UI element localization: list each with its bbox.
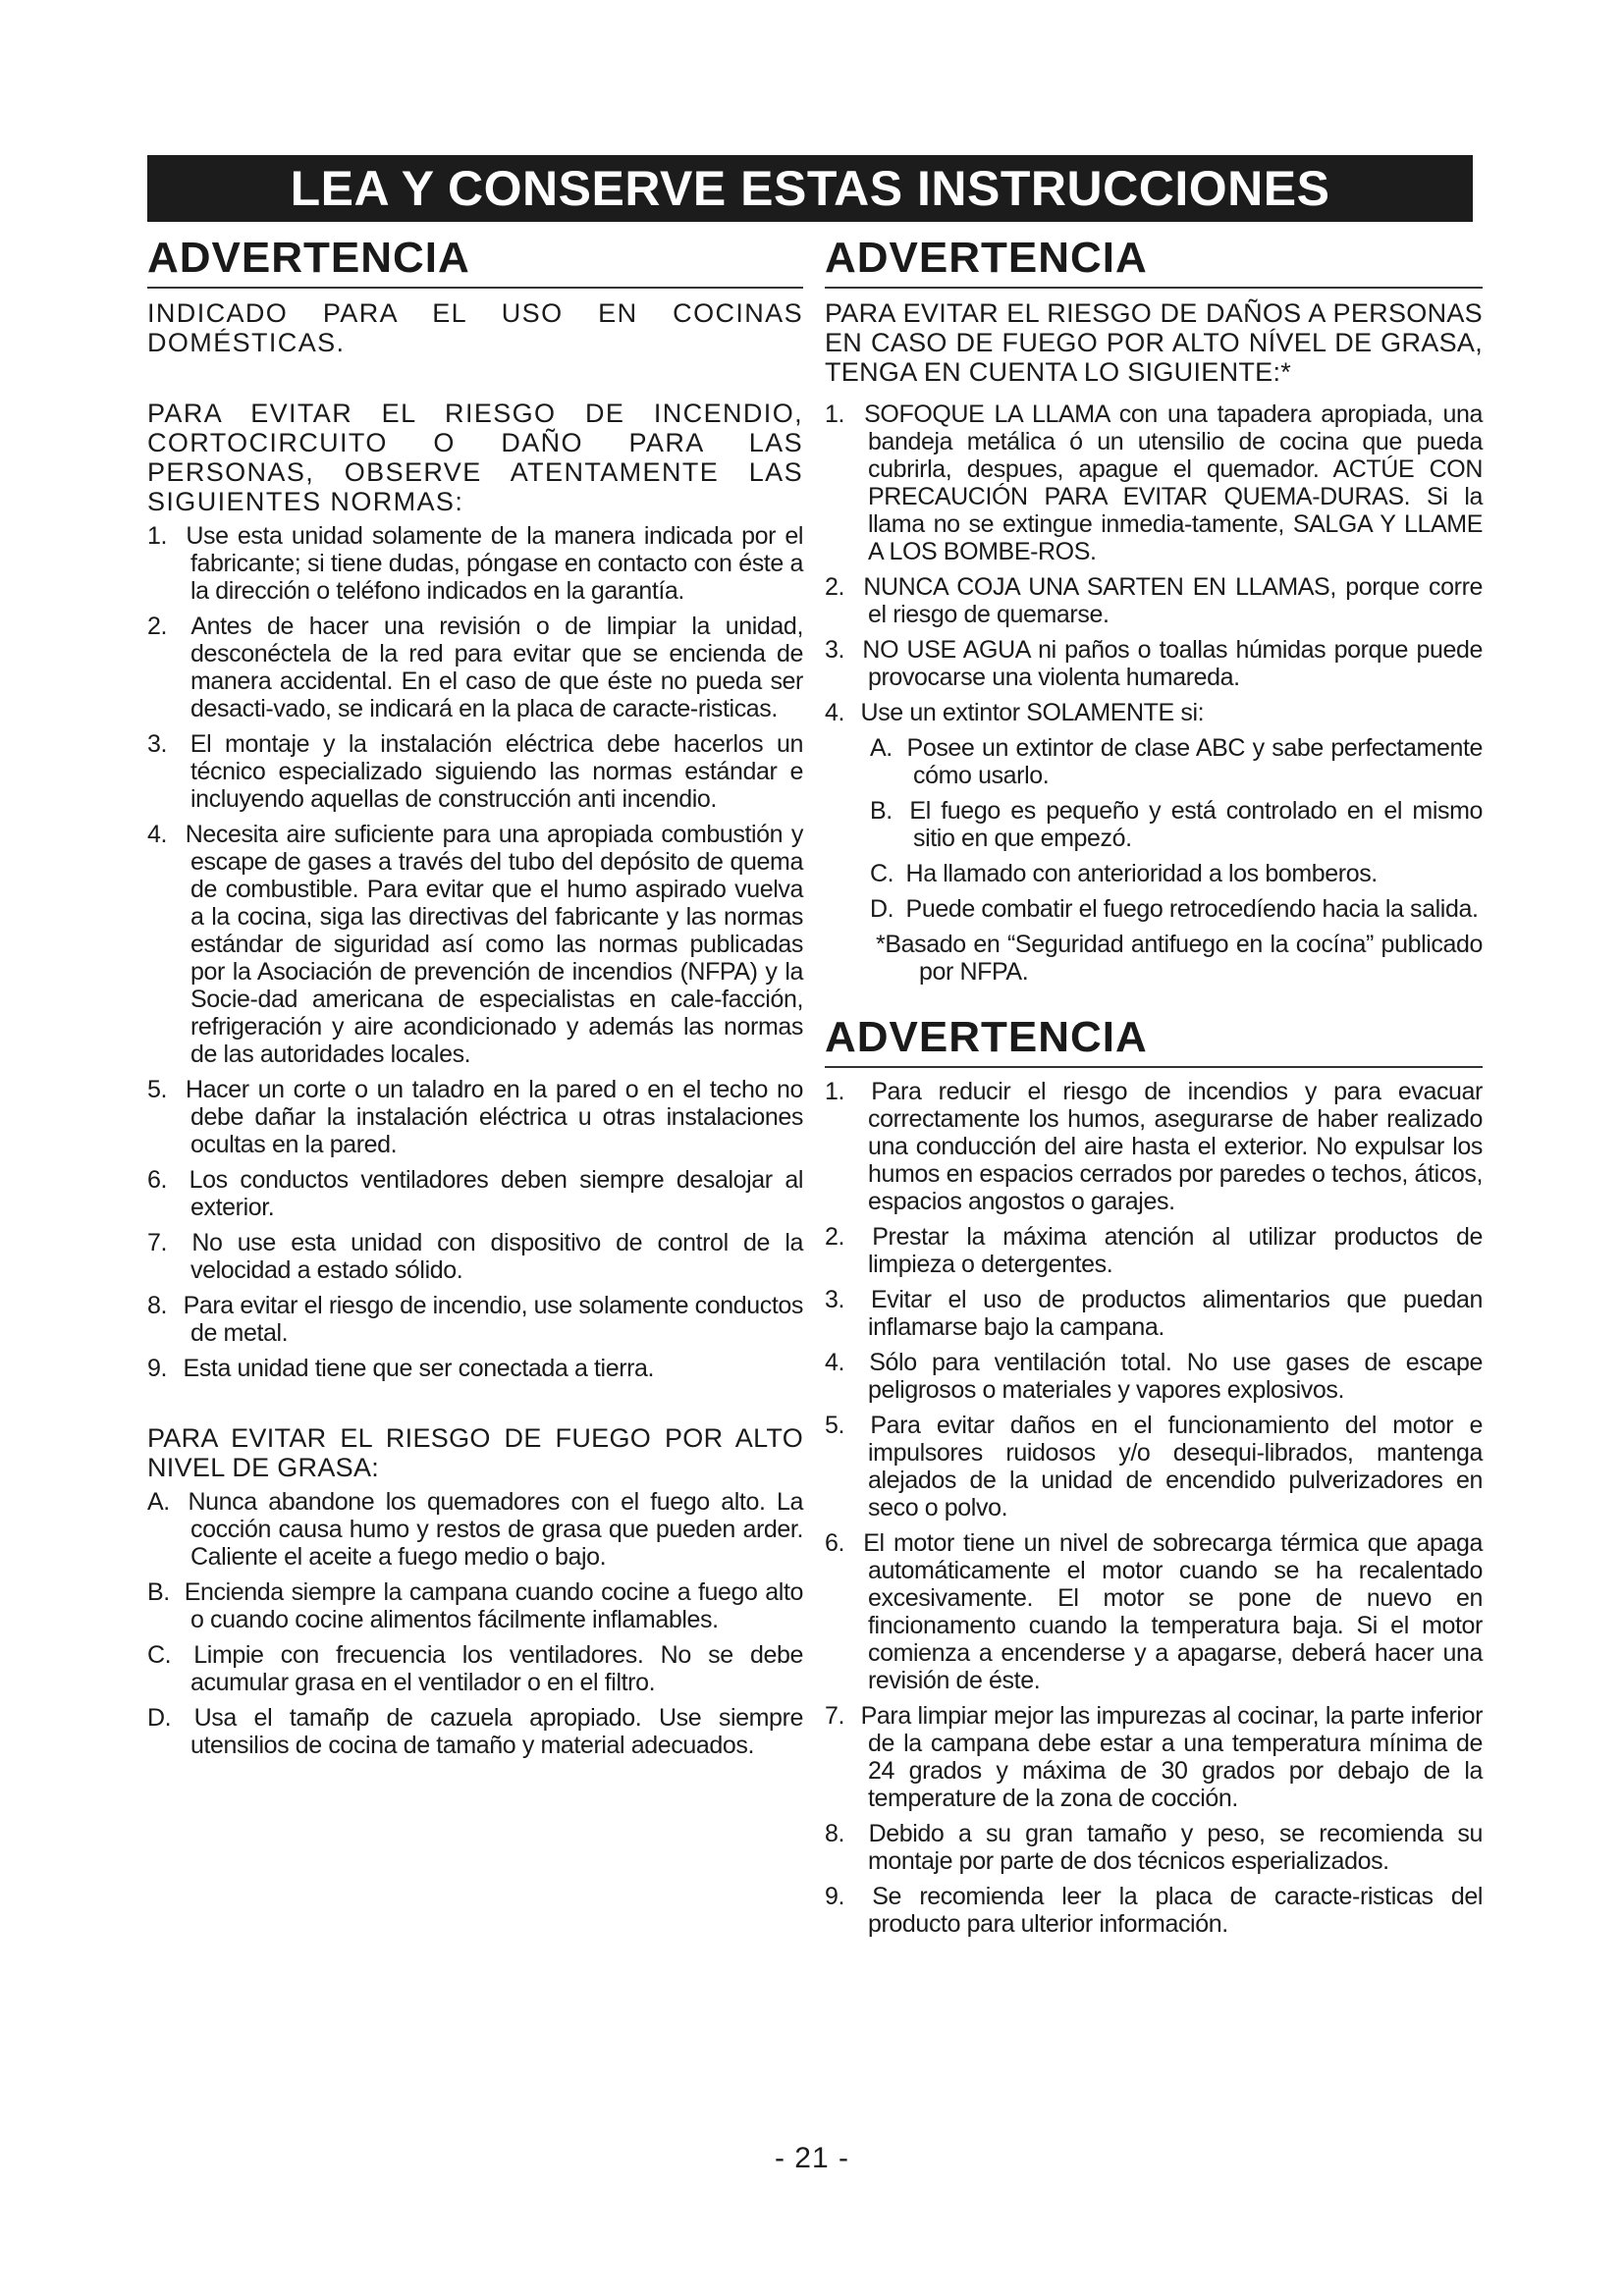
list-item: 5. Para evitar daños en el funcionamiento del motor e impulsores ruidosos y/o desequi-librados, mantenga alejados de la unidad de encendido pulverizadores en seco o polvo.	[825, 1412, 1483, 1522]
fire-risk-intro: PARA EVITAR EL RIESGO DE INCENDIO, CORTOCIRCUITO O DAÑO PARA LAS PERSONAS, OBSERVE ATENTAMENTE LAS SIGUIENTES NORMAS:	[147, 399, 803, 516]
list-item: B. El fuego es pequeño y está controlado en el mismo sitio en que empezó.	[870, 797, 1484, 852]
list-item: 8. Debido a su gran tamaño y peso, se recomienda su montaje por parte de dos técnicos esperializados.	[825, 1820, 1484, 1875]
list-item: 6. Los conductos ventiladores deben siempre desalojar al exterior.	[147, 1166, 803, 1221]
list-item: 4. Use un extintor SOLAMENTE si:	[825, 699, 1205, 726]
warning-section-grease-fire	[825, 232, 1483, 986]
list-item: C. Ha llamado con anterioridad a los bomberos.	[870, 860, 1378, 887]
list-item: 1. Para reducir el riesgo de incendios y para evacuar correctamente los humos, asegurarse de haber realizado una conducción del aire hasta el exterior. No expulsar los humos en espacios cerrados por paredes o techos, áticos, espacios angostos o garajes.	[825, 1078, 1483, 1215]
domestic-use-notice: INDICADO PARA EL USO EN COCINAS DOMÉSTICAS.	[147, 298, 803, 357]
list-item: 9. Esta unidad tiene que ser conectada a tierra.	[147, 1355, 655, 1382]
list-item: 7. Para limpiar mejor las impurezas al cocinar, la parte inferior de la campana debe estar a una temperatura mínima de 24 grados y máxima de 30 grados por debajo de la temperature de la zona de cocción.	[825, 1702, 1484, 1812]
list-item: 9. Se recomienda leer la placa de caracte-risticas del producto para ulterior información.	[825, 1883, 1483, 1938]
left-column	[147, 232, 803, 1767]
list-item: 3. NO USE AGUA ni paños o toallas húmidas porque puede provocarse una violenta humareda.	[825, 636, 1483, 691]
section-title: ADVERTENCIA	[147, 232, 803, 289]
section-title: ADVERTENCIA	[825, 232, 1483, 289]
list-item: 3. Evitar el uso de productos alimentarios que puedan inflamarse bajo la campana.	[825, 1286, 1484, 1341]
extinguisher-conditions-list	[825, 734, 1483, 986]
list-item: 3. El montaje y la instalación eléctrica debe hacerlos un técnico especializado siguiendo las normas estándar e incluyendo aquellas de construcción anti incendio.	[147, 730, 803, 813]
list-item: D. Puede combatir el fuego retrocedíendo hacia la salida.	[870, 895, 1479, 923]
section-title: ADVERTENCIA	[825, 1011, 1483, 1068]
list-item: 1. Use esta unidad solamente de la manera indicada por el fabricante; si tiene dudas, póngase en contacto con éste a la dirección o teléfono indicados en la garantía.	[147, 522, 803, 605]
list-item: 7. No use esta unidad con dispositivo de control de la velocidad a estado sólido.	[147, 1229, 803, 1284]
list-item: 4. Necesita aire suficiente para una apropiada combustión y escape de gases a través del tubo del depósito de quema de combustible. Para evitar que el humo aspirado vuelva a la cocina, siga las directivas del fabricante y las normas estándar de siguridad así como las normas publicadas por la Asociación de prevención de incendios (NFPA) y la Socie-dad americana de especialistas en cale-facción, refrigeración y aire acondicionado y además las normas de las autoridades locales.	[147, 821, 803, 1068]
grease-fire-intro: PARA EVITAR EL RIESGO DE FUEGO POR ALTO NIVEL DE GRASA:	[147, 1423, 803, 1482]
safety-rules-list	[147, 522, 803, 1382]
list-item: 6. El motor tiene un nivel de sobrecarga térmica que apaga automáticamente el motor cuando se ha recalentado excesivamente. El motor se pone de nuevo en fincionamento cuando la temperatura baja. Si el motor comienza a encenderse y a apagarse, deberá hacer una revisión de éste.	[825, 1529, 1483, 1694]
list-item: 5. Hacer un corte o un taladro en la pared o en el techo no debe dañar la instalación eléctrica u otras instalaciones ocultas en la pared.	[147, 1076, 804, 1158]
warning-section-general	[825, 1011, 1483, 1938]
list-item: A. Posee un extintor de clase ABC y sabe perfectamente cómo usarlo.	[870, 734, 1483, 789]
list-item: B. Encienda siempre la campana cuando cocine a fuego alto o cuando cocine alimentos fácilmente inflamables.	[147, 1578, 803, 1633]
page-banner: LEA Y CONSERVE ESTAS INSTRUCCIONES	[147, 155, 1473, 222]
fire-response-list	[825, 400, 1483, 726]
warning-section-domestic	[147, 232, 803, 1759]
nfpa-footnote: *Basado en “Seguridad antifuego en la cocína” publicado por NFPA.	[876, 931, 1483, 986]
list-item: 1. SOFOQUE LA LLAMA con una tapadera apropiada, una bandeja metálica ó un utensilio de cocina que pueda cubrirla, despues, apague el quemador. ACTÚE CON PRECAUCIÓN PARA EVITAR QUEMA-DURAS. Si la llama no se extingue inmedia-tamente, SALGA Y LLAME A LOS BOMBE-ROS.	[825, 400, 1484, 565]
grease-fire-injury-intro: PARA EVITAR EL RIESGO DE DAÑOS A PERSONAS EN CASO DE FUEGO POR ALTO NÍVEL DE GRASA, TENGA EN CUENTA LO SIGUIENTE:*	[825, 298, 1483, 387]
right-column	[825, 232, 1483, 1946]
general-warnings-list	[825, 1078, 1483, 1938]
list-item: D. Usa el tamañp de cazuela apropiado. Use siempre utensilios de cocina de tamaño y material adecuados.	[147, 1704, 803, 1759]
list-item: 8. Para evitar el riesgo de incendio, use solamente conductos de metal.	[147, 1292, 803, 1347]
list-item: 4. Sólo para ventilación total. No use gases de escape peligrosos o materiales y vapores explosivos.	[825, 1349, 1484, 1404]
list-item: 2. Antes de hacer una revisión o de limpiar la unidad, desconéctela de la red para evitar que se encienda de manera accidental. En el caso de que éste no pueda ser desacti-vado, se indicará en la placa de caracte-risticas.	[147, 613, 803, 722]
page-number: - 21 -	[774, 2142, 850, 2174]
grease-rules-list	[147, 1488, 803, 1759]
list-item: 2. Prestar la máxima atención al utilizar productos de limpieza o detergentes.	[825, 1223, 1483, 1278]
list-item: C. Limpie con frecuencia los ventiladores. No se debe acumular grasa en el ventilador o en el filtro.	[147, 1641, 803, 1696]
list-item: A. Nunca abandone los quemadores con el fuego alto. La cocción causa humo y restos de grasa que pueden arder. Caliente el aceite a fuego medio o bajo.	[147, 1488, 803, 1571]
list-item: 2. NUNCA COJA UNA SARTEN EN LLAMAS, porque corre el riesgo de quemarse.	[825, 573, 1484, 628]
